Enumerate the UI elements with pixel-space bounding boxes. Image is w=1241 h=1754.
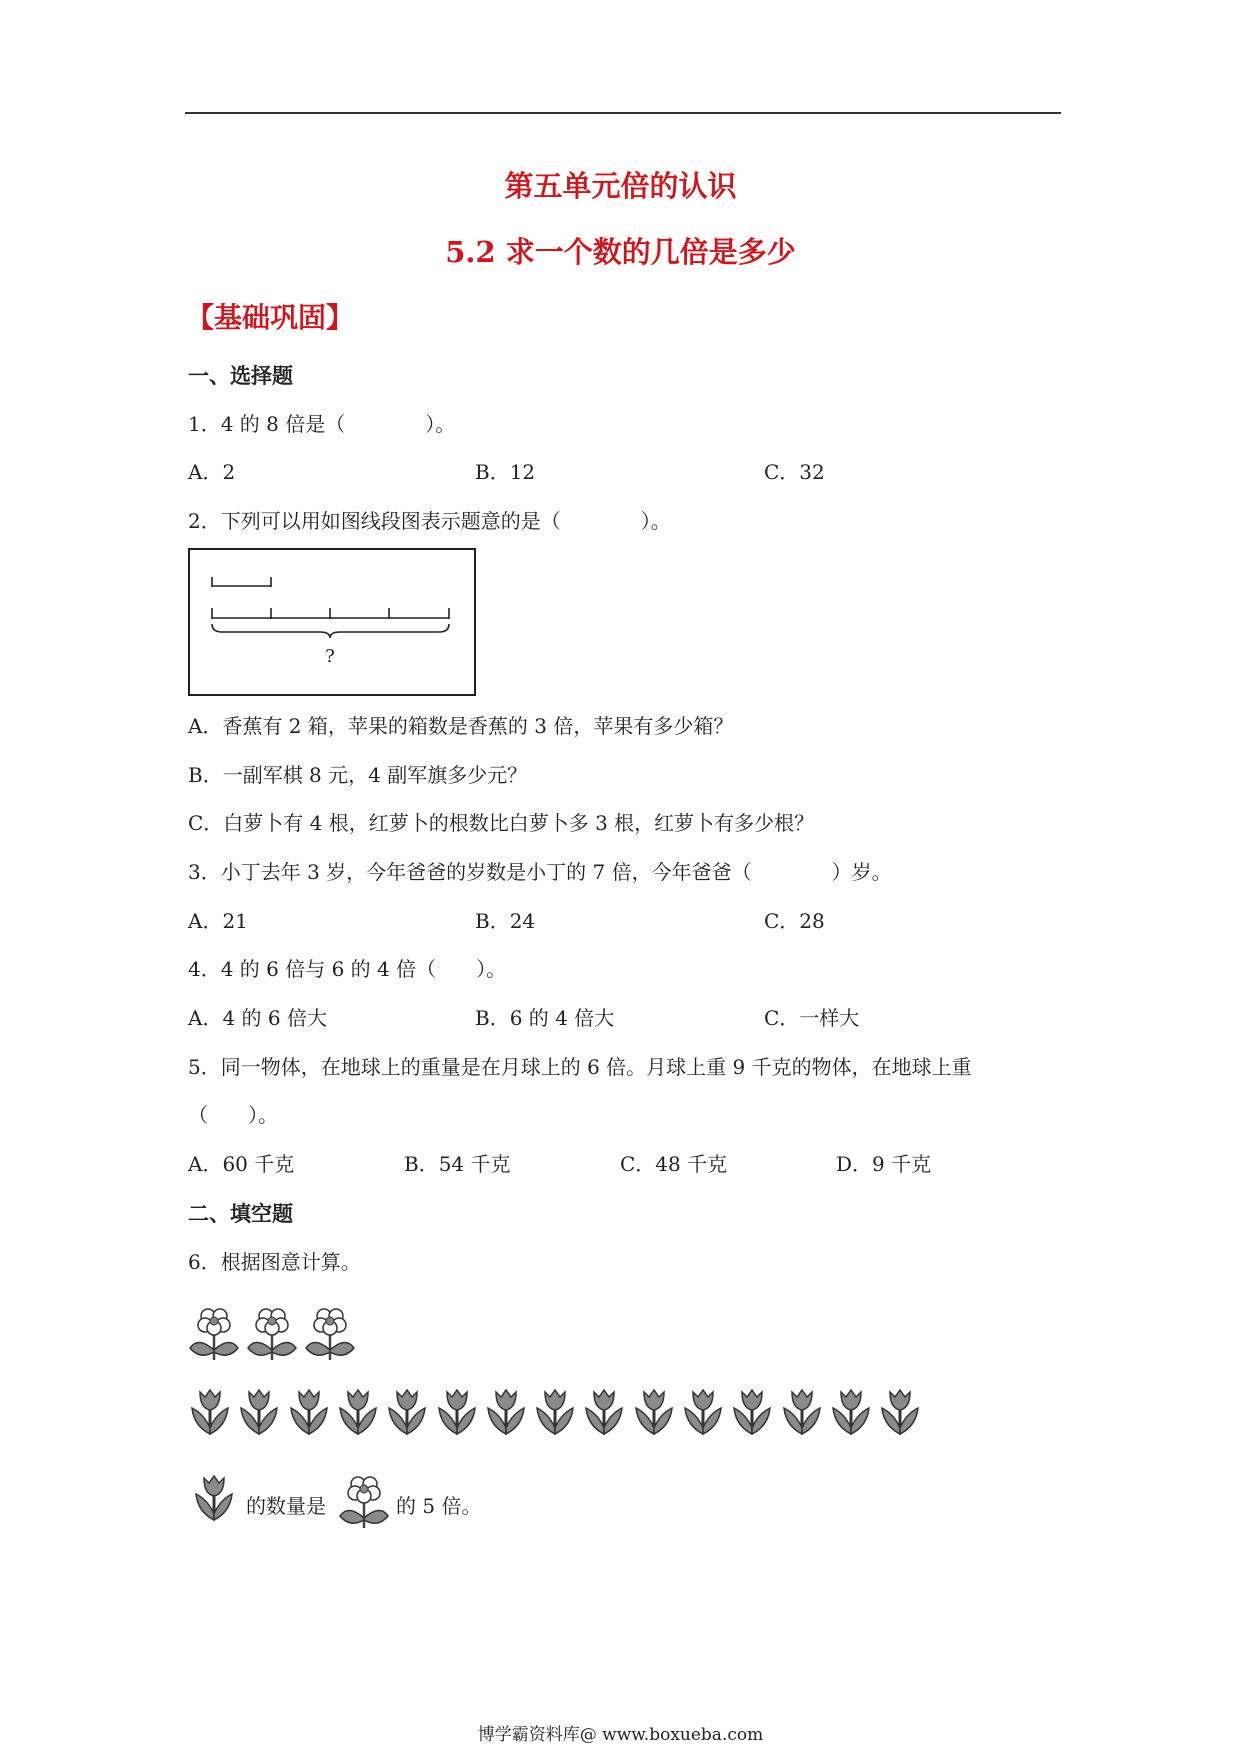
total-brace [212, 624, 449, 638]
q2-option-b: B．一副军棋 8 元，4 副军旗多少元？ [188, 763, 528, 787]
q5-option-d: D．9 千克 [836, 1152, 932, 1176]
tulip-icon [287, 1382, 331, 1446]
segment-diagram-svg [190, 550, 474, 694]
q5-option-c: C．48 千克 [620, 1152, 728, 1176]
q4-option-a: A．4 的 6 倍大 [188, 1006, 327, 1030]
question-2: 2．下列可以用如图线段图表示题意的是（ ）。 [188, 509, 671, 533]
flower-icon [304, 1300, 358, 1366]
header-rule [185, 112, 1061, 114]
q3-option-b: B．24 [475, 909, 536, 933]
question-5-continued: （ ）。 [188, 1103, 278, 1127]
tulip-icon [632, 1382, 676, 1446]
question-1: 1．4 的 8 倍是（ ）。 [188, 412, 456, 436]
tulip-icon [188, 1382, 232, 1446]
question-3: 3．小丁去年 3 岁，今年爸爸的岁数是小丁的 7 倍，今年爸爸（ ）岁。 [188, 860, 892, 884]
tulip-icon [336, 1382, 380, 1446]
question-6: 6．根据图意计算。 [188, 1250, 361, 1274]
tulip-icon [237, 1382, 281, 1446]
q6-statement-mid: 的数量是 [246, 1494, 326, 1518]
q1-option-b: B．12 [475, 460, 536, 484]
tulip-icon [829, 1382, 873, 1446]
tulip-icon [484, 1382, 528, 1446]
q5-option-a: A．60 千克 [188, 1152, 295, 1176]
tulip-icon [681, 1382, 725, 1446]
section-choice-heading: 一、选择题 [188, 363, 293, 388]
brace-label: ? [325, 646, 335, 667]
flower-icon [338, 1468, 392, 1534]
q3-option-a: A．21 [188, 909, 248, 933]
tulip-icon [385, 1382, 429, 1446]
tulip-icon [192, 1468, 236, 1532]
question-4: 4．4 的 6 倍与 6 的 4 倍（ ）。 [188, 957, 507, 981]
section-badge: 【基础巩固】 [186, 301, 355, 334]
section-fill-heading: 二、填空题 [188, 1201, 293, 1226]
tulip-icon [780, 1382, 824, 1446]
tulip-icon [533, 1382, 577, 1446]
q1-option-c: C．32 [764, 460, 825, 484]
lesson-title: 5.2 求一个数的几倍是多少 [445, 235, 796, 269]
q2-option-a: A．香蕉有 2 箱，苹果的箱数是香蕉的 3 倍，苹果有多少箱？ [188, 714, 734, 738]
q1-option-a: A．2 [188, 460, 236, 484]
q3-option-c: C．28 [764, 909, 825, 933]
tulip-icon [435, 1382, 479, 1446]
tulip-icon [878, 1382, 922, 1446]
q2-option-c: C．白萝卜有 4 根，红萝卜的根数比白萝卜多 3 根，红萝卜有多少根？ [188, 811, 815, 835]
tulip-icon [730, 1382, 774, 1446]
q6-statement-end: 的 5 倍。 [396, 1494, 482, 1518]
segment-diagram [188, 548, 476, 696]
tulip-icon [582, 1382, 626, 1446]
question-5: 5．同一物体，在地球上的重量是在月球上的 6 倍。月球上重 9 千克的物体，在地球上重 [188, 1055, 972, 1079]
footer: 博学霸资料库@ www.boxueba.com [477, 1725, 764, 1745]
q4-option-c: C．一样大 [764, 1006, 860, 1030]
flower-icon [188, 1300, 242, 1366]
q5-option-b: B．54 千克 [404, 1152, 511, 1176]
q4-option-b: B．6 的 4 倍大 [475, 1006, 615, 1030]
unit-title: 第五单元倍的认识 [504, 169, 737, 203]
flower-icon [246, 1300, 300, 1366]
